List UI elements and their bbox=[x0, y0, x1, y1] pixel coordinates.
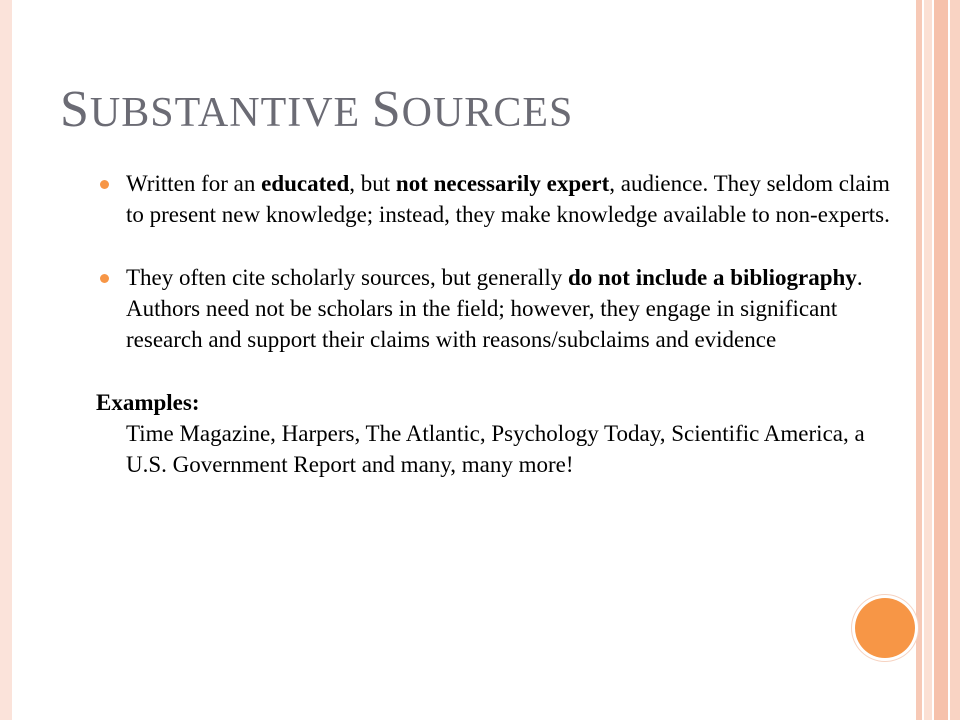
text-segment: . Authors need not be scholars in the field; however, they engage in significant research and support their claims with reasons/subclaims and evidence bbox=[126, 265, 863, 352]
title-part: OURCES bbox=[401, 90, 574, 136]
examples-label: Examples: bbox=[96, 390, 200, 415]
text-segment: , audience. They seldom claim to present new knowledge; instead, they make knowledge available to non-experts. bbox=[126, 171, 890, 227]
bullet-item bbox=[96, 262, 896, 355]
right-decorative-stripes bbox=[916, 0, 960, 720]
bullet-icon bbox=[100, 180, 109, 189]
examples-block bbox=[96, 387, 896, 480]
decorative-circle bbox=[855, 598, 915, 658]
bullet-item bbox=[96, 168, 896, 230]
bullet-text bbox=[126, 265, 863, 352]
bullet-text bbox=[126, 171, 890, 227]
stripe bbox=[950, 0, 960, 720]
left-decorative-bar bbox=[0, 0, 12, 720]
slide-content bbox=[96, 168, 896, 480]
text-segment: They often cite scholarly sources, but generally bbox=[126, 265, 568, 290]
text-segment-bold: not necessarily expert bbox=[395, 171, 610, 196]
title-part: S bbox=[371, 81, 402, 138]
title-part: S bbox=[60, 81, 90, 138]
bullet-icon bbox=[100, 274, 109, 283]
examples-text: Time Magazine, Harpers, The Atlantic, Psychology Today, Scientific America, a U.S. Government Report and many, many more! bbox=[126, 421, 865, 477]
text-segment: Written for an bbox=[126, 171, 262, 196]
stripe bbox=[934, 0, 948, 720]
text-segment-bold: educated bbox=[261, 171, 350, 196]
title-part: UBSTANTIVE bbox=[89, 90, 372, 136]
text-segment-bold: do not include a bibliography bbox=[567, 265, 857, 290]
text-segment: , but bbox=[349, 171, 396, 196]
stripe bbox=[916, 0, 922, 720]
slide-title bbox=[60, 80, 573, 139]
stripe bbox=[924, 0, 932, 720]
